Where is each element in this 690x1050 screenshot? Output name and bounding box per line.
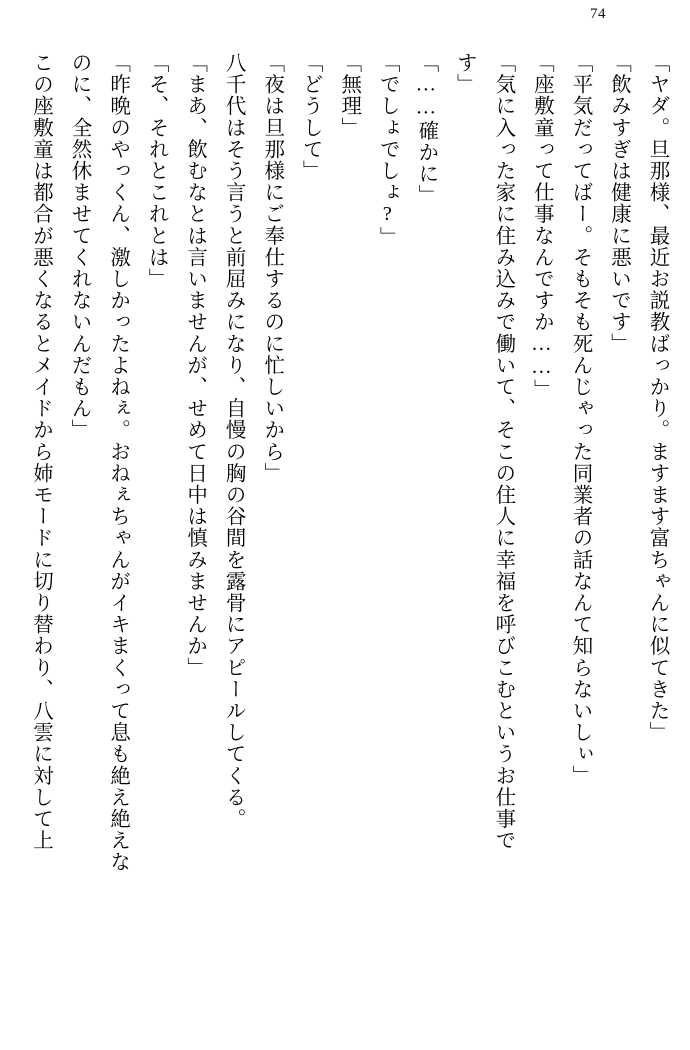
paragraph: 「昨晩のやっくん、激しかったよねぇ。おねぇちゃんがイキまくって息も絶え絶えな: [106, 52, 129, 873]
paragraph: 「平気だってばー。そもそも死んじゃった同業者の話なんて知らないしぃ」: [568, 52, 591, 787]
page-number: 74: [590, 6, 606, 22]
paragraph: この座敷童は都合が悪くなるとメイドから姉モードに切り替わり、八雲に対して上: [29, 52, 52, 852]
paragraph: 「どうして」: [299, 52, 322, 182]
paragraph: 「でしょでしょ?」: [376, 52, 399, 248]
paragraph: 「無理」: [337, 52, 360, 139]
paragraph: 「飲みすぎは健康に悪いです」: [607, 52, 630, 355]
paragraph: 「まあ、飲むなとは言いませんが、せめて日中は慎みませんか」: [183, 52, 206, 679]
page-text-body: [26, 52, 676, 1032]
paragraph: 「夜は旦那様にご奉仕するのに忙しいから」: [260, 52, 283, 484]
paragraph: 「座敷童って仕事なんですか……」: [530, 52, 553, 401]
paragraph: 「……確かに」: [414, 52, 437, 207]
paragraph: 「そ、それとこれとは」: [145, 52, 168, 290]
paragraph: 八千代はそう言うと前屈みになり、自慢の胸の谷間を露骨にアピールしてくる。: [222, 52, 245, 830]
paragraph: のに、全然休ませてくれないんだもん」: [68, 52, 91, 441]
paragraph: 「ヤダ。旦那様、最近お説教ばっかり。ますます富ちゃんに似てきた」: [646, 52, 668, 744]
paragraph: 「気に入った家に住み込みで働いて、そこの住人に幸福を呼びこむというお仕事で: [491, 52, 514, 852]
paragraph: す」: [453, 52, 476, 96]
